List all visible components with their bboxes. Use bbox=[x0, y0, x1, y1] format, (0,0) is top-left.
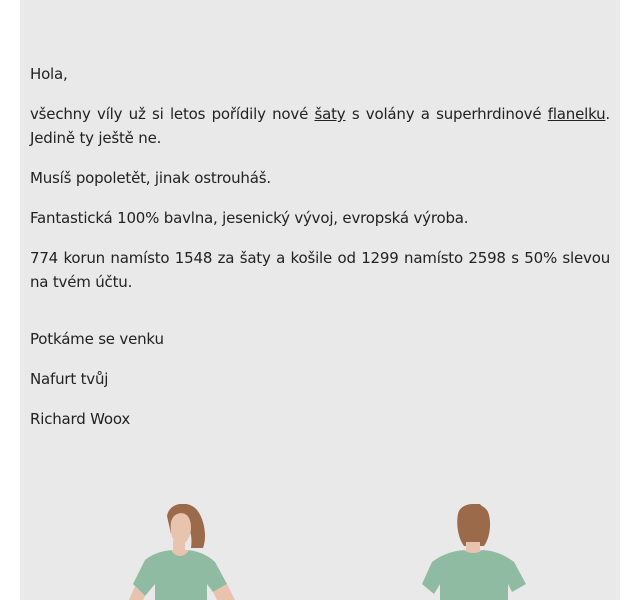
intro-paragraph bbox=[30, 102, 610, 150]
material-line: Fantastická 100% bavlna, jesenický vývoj, evropská výroba. bbox=[30, 209, 469, 227]
signature: Richard Woox bbox=[30, 410, 131, 428]
model-back-illustration bbox=[418, 504, 558, 600]
greeting: Hola, bbox=[30, 65, 68, 83]
closing-line-1: Potkáme se venku bbox=[30, 330, 164, 348]
intro-text-1: všechny víly už si letos pořídily nové bbox=[30, 105, 315, 123]
product-image-front[interactable] bbox=[115, 504, 255, 600]
email-text bbox=[30, 62, 610, 447]
model-front-illustration bbox=[115, 504, 255, 600]
closing-line-2: Nafurt tvůj bbox=[30, 370, 109, 388]
urgency-line: Musíš popoletět, jinak ostrouháš. bbox=[30, 169, 271, 187]
intro-text-3: . Jedině ty ještě ne. bbox=[30, 105, 610, 147]
flannel-link[interactable]: flanelku bbox=[547, 105, 606, 123]
price-line: 774 korun namísto 1548 za šaty a košile od 1299 namísto 2598 s 50% slevou na tvém účtu. bbox=[30, 249, 610, 291]
email-body bbox=[20, 0, 620, 600]
intro-text-2: s volány a superhrdinové bbox=[345, 105, 548, 123]
dress-link[interactable]: šaty bbox=[314, 105, 346, 123]
product-image-back[interactable] bbox=[418, 504, 558, 600]
